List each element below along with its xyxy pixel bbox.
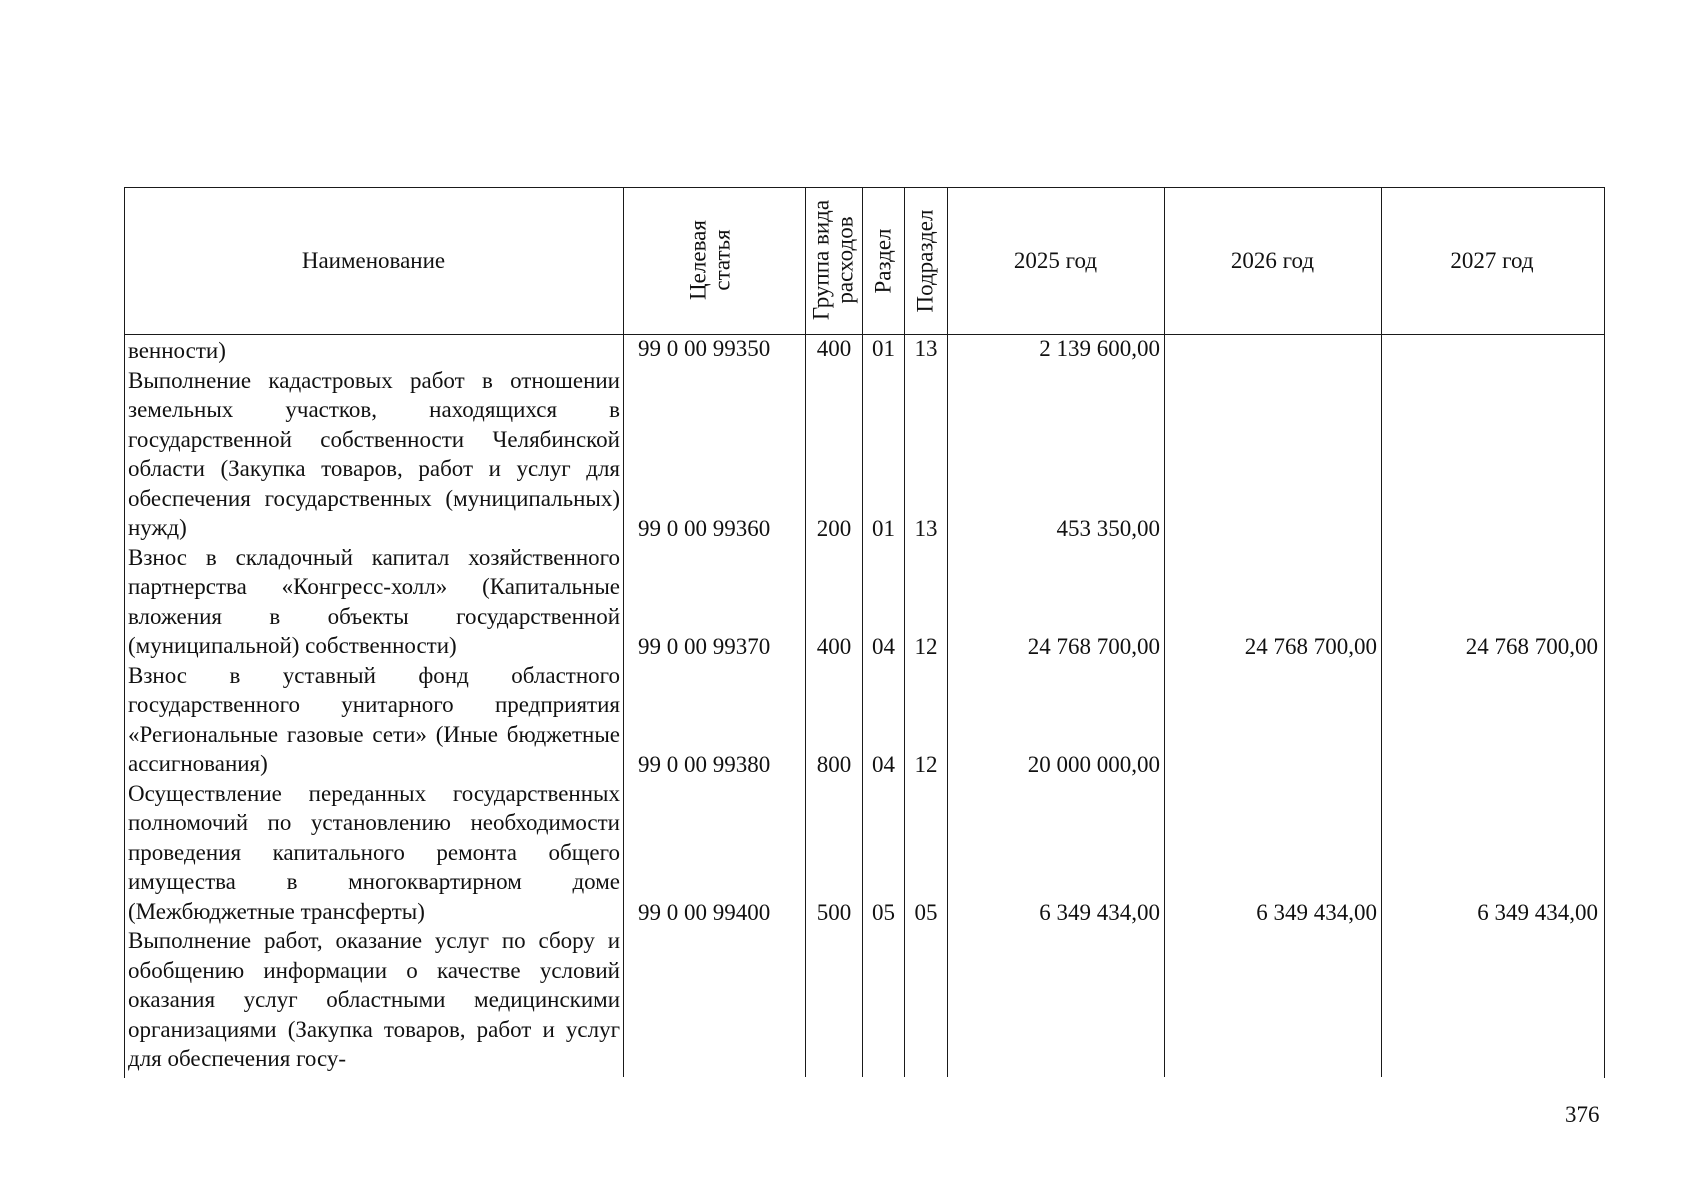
name-column: [128, 336, 620, 1074]
header-name: Наименование: [301, 247, 446, 273]
header-expense-group: [809, 187, 859, 334]
row-section: 01: [872, 336, 895, 361]
row-subsection: 12: [914, 634, 938, 659]
page-number: 376: [1565, 1102, 1600, 1127]
col-divider: [862, 187, 863, 1077]
row-2027: 6 349 434,00: [1477, 900, 1598, 925]
row-subsection: 13: [914, 336, 938, 361]
row-subsection: 05: [914, 900, 938, 925]
row-2026: 24 768 700,00: [1244, 634, 1377, 659]
row-2025: 24 768 700,00: [1027, 634, 1160, 659]
col-divider: [623, 187, 624, 1077]
header-group-line1: Группа вида: [808, 199, 834, 321]
row-group: 400: [816, 634, 852, 659]
row-name: Взнос в уставный фонд областного государственного унитарного предприятия «Региональные газовые сети» (Иные бюджетные ассигнования): [128, 662, 620, 776]
row-2025: 2 139 600,00: [1039, 336, 1160, 361]
row-section: 04: [872, 752, 895, 777]
header-target-line2: статья: [709, 229, 735, 291]
row-section: 05: [872, 900, 895, 925]
row-group: 200: [816, 516, 852, 541]
row-name: Взнос в складочный капитал хозяйственного партнерства «Конгресс-холл» (Капитальные вложения в объекты государственной (муниципальной) собственности): [128, 544, 620, 658]
row-subsection: 13: [914, 516, 938, 541]
header-2026: 2026 год: [1230, 247, 1315, 273]
row-name: Выполнение работ, оказание услуг по сбору и обобщению информации о качестве условий оказания услуг областными медицинскими организациями (Закупка товаров, работ и услуг для обеспечения госу-: [128, 928, 620, 1071]
col-divider: [904, 187, 905, 1077]
row-target: 99 0 00 99380: [638, 752, 771, 777]
header-section: Раздел: [870, 228, 896, 294]
header-group-line2: расходов: [832, 216, 858, 304]
row-name: Выполнение кадастровых работ в отношении земельных участков, находящихся в государственной собственности Челябинской области (Закупка товаров, работ и услуг для обеспечения государственных (муниципальных) нужд): [128, 367, 620, 540]
row-group: 800: [816, 752, 852, 777]
row-name: венности): [128, 338, 226, 363]
header-target-article: [686, 187, 736, 334]
row-2025: 453 350,00: [1056, 516, 1160, 541]
header-target-line1: Целевая: [685, 220, 711, 300]
header-2025: 2025 год: [1013, 247, 1098, 273]
row-2025: 6 349 434,00: [1039, 900, 1160, 925]
row-target: 99 0 00 99370: [638, 634, 771, 659]
row-target: 99 0 00 99350: [638, 336, 771, 361]
row-section: 04: [872, 634, 895, 659]
row-section: 01: [872, 516, 895, 541]
row-subsection: 12: [914, 752, 938, 777]
row-target: 99 0 00 99400: [638, 900, 771, 925]
row-2025: 20 000 000,00: [1027, 752, 1160, 777]
row-target: 99 0 00 99360: [638, 516, 771, 541]
row-group: 500: [816, 900, 852, 925]
row-2026: 6 349 434,00: [1256, 900, 1377, 925]
header-divider: [124, 334, 1605, 335]
row-2027: 24 768 700,00: [1465, 634, 1598, 659]
row-name: Осуществление переданных государственных полномочий по установлению необходимости проведения капитального ремонта общего имущества в многоквартирном доме (Межбюджетные трансферты): [128, 780, 620, 924]
header-subsection: Подраздел: [912, 209, 938, 313]
row-group: 400: [816, 336, 852, 361]
header-2027: 2027 год: [1450, 247, 1534, 273]
col-divider: [805, 187, 806, 1077]
